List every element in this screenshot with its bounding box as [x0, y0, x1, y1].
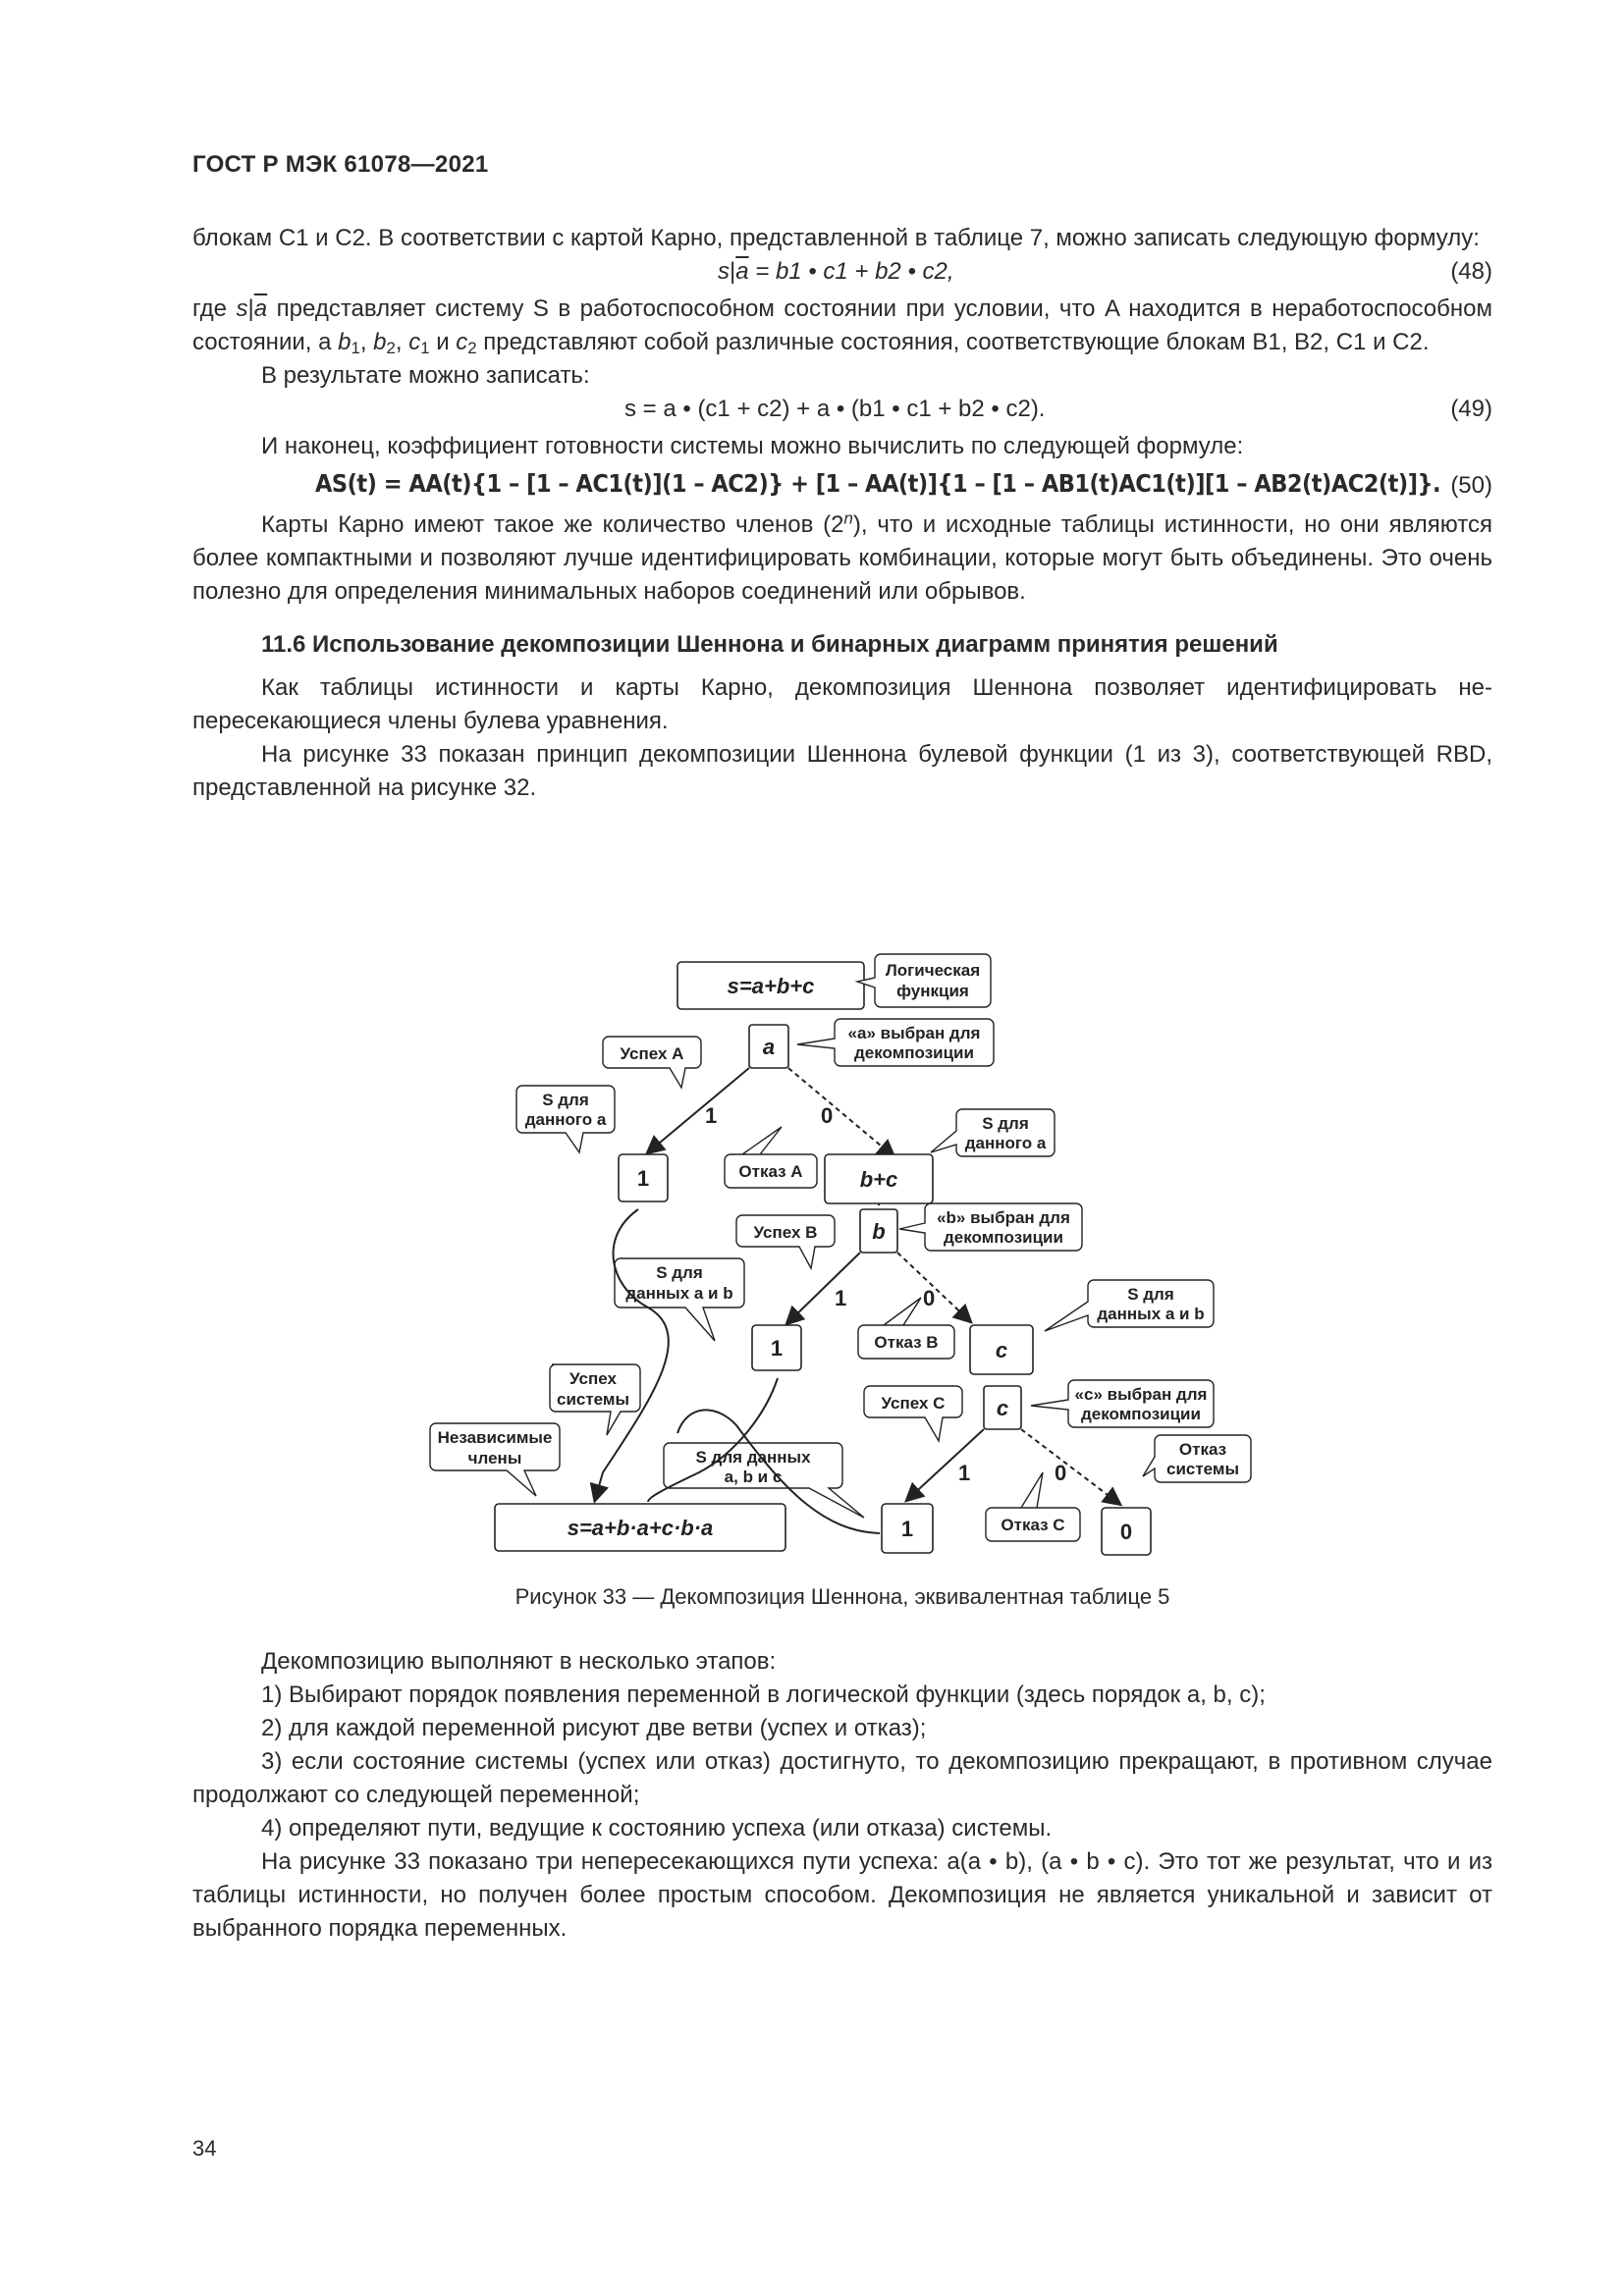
edge-b-0-label: 0 [923, 1286, 936, 1310]
paragraph-shannon: Как таблицы истинности и карты Карно, декомпозиция Шеннона позволяет идентифицировать непересекающиеся члены булева уравнения. [192, 674, 1492, 734]
para2-c1: c [408, 329, 421, 355]
fail-sys-line1: Отказ [1178, 1440, 1227, 1459]
para5-sup: n [843, 508, 853, 528]
edge-a-1-label: 1 [705, 1103, 718, 1128]
para2-sub2: 2 [386, 339, 396, 358]
equation-49 [192, 393, 1492, 430]
figure-caption: Рисунок 33 — Декомпозиция Шеннона, эквивалентная таблице 5 [514, 1584, 1170, 1609]
para2-s: s [236, 295, 248, 322]
s-given-abc-line2: a, b и c [724, 1468, 783, 1486]
result-label: s=a+b·a+c·b·a [567, 1516, 714, 1540]
page-number: 34 [192, 2136, 217, 2161]
paragraph-continuation: блокам C1 и C2. В соответствии с картой Карно, представленной в таблице 7, можно записать следующую формулу: [192, 225, 1480, 251]
para2-b2: b [373, 329, 387, 355]
success-sys-line2: системы [556, 1390, 630, 1409]
independent-line1: Независимые [437, 1428, 553, 1447]
eq48-lhs: s [718, 258, 730, 285]
s-given-ab-line2: данных a и b [625, 1284, 733, 1303]
paragraph-where: где $s|\overline{a}$ представляет систему S в работоспособном состоянии при условии, что A находится в неработоспособном состоянии, а $b_1$, $b_2$, $c_1$ и $c_2$ представляют собой различные состояния, соответствующие блокам B1, B2, C1 и C2. [192, 295, 1493, 358]
success-c-label: Успех C [881, 1394, 946, 1413]
step-2: 2) для каждой переменной рисуют две ветви (успех и отказ); [261, 1715, 927, 1741]
eq49-number: (49) [1450, 396, 1492, 422]
s-given-a-line1: S для [542, 1091, 589, 1109]
para5-pre: Карты Карно имеют такое же количество членов (2 [261, 511, 844, 538]
callout-a-line2: декомпозиции [854, 1043, 974, 1062]
para2-comma2: , [395, 329, 409, 355]
callout-logic-line2: функция [896, 982, 969, 1000]
edge-c-0-label: 0 [1055, 1461, 1067, 1485]
callout-c-line2: декомпозиции [1081, 1405, 1201, 1423]
node-c-label: c [996, 1396, 1009, 1420]
eq50-text: AS(t) = AA(t){1 – [1 – AC1(t)](1 – AC2)} + [1 – AA(t)]{1 – [1 – AB1(t)AC1(t)][1 – AB2(t)AC2(t)]}. [315, 469, 1441, 498]
para2-a: $\overline{a}$ [253, 295, 268, 322]
success-b-label: Успех B [753, 1223, 818, 1242]
leaf-0-c-label: 0 [1119, 1520, 1133, 1544]
equation-50 [192, 465, 1492, 508]
paragraph-karnaugh [192, 508, 1492, 609]
root-label: s=a+b+c [727, 974, 815, 998]
node-a-label: a [762, 1035, 776, 1059]
fail-b-label: Отказ B [874, 1333, 939, 1352]
para2-c2: c [456, 329, 468, 355]
body-bottom [192, 1645, 1492, 1946]
eq48-number: (48) [1450, 258, 1492, 285]
para2-end: представляют собой различные состояния, соответствующие блокам B1, B2, C1 и C2. [476, 329, 1430, 355]
edge-a-1 [648, 1068, 749, 1152]
eq48-bar: $\overline{a}$ [735, 258, 749, 285]
document-header: ГОСТ Р МЭК 61078—2021 [192, 151, 489, 178]
node-b-label: b [872, 1219, 886, 1244]
s-given-a-line2: данного a [524, 1110, 607, 1129]
paragraph-result: В результате можно записать: [261, 362, 590, 389]
curve-success-1 [595, 1209, 669, 1500]
callout-logic-line1: Логическая [885, 961, 981, 980]
independent-line2: члены [467, 1449, 522, 1468]
callout-a-line1: «a» выбран для [847, 1024, 981, 1042]
edge-b-1 [787, 1253, 860, 1323]
step-3: 3) если состояние системы (успех или отказ) достигнуто, то декомпозицию прекращают, в противном случае продолжают со следующей переменной; [192, 1748, 1492, 1808]
leaf-1-c-label: 1 [900, 1517, 914, 1541]
paragraph-paths: На рисунке 33 показано три непересекающихся пути успеха: a(a • b), (a • b • c). Это тот же результат, что и из таблицы истинности, но получен более простым способом. Декомпозиция не является уникальной и зависит от выбранного порядка переменных. [192, 1848, 1492, 1942]
fail-a-label: Отказ A [738, 1162, 803, 1181]
s-given-ab2-line1: S для [1127, 1285, 1174, 1304]
s-given-abc-line1: S для данных [695, 1448, 811, 1467]
para2-b1: b [338, 329, 352, 355]
step-1: 1) Выбирают порядок появления переменной в логической функции (здесь порядок a, b, c); [261, 1682, 1266, 1708]
leaf-1-a-label: 1 [636, 1166, 650, 1191]
edge-b-1-label: 1 [835, 1286, 847, 1310]
callout-c-line1: «c» выбран для [1074, 1385, 1208, 1404]
callout-b-line1: «b» выбран для [937, 1208, 1070, 1227]
edge-a-0 [788, 1068, 893, 1156]
body-top [192, 222, 1492, 805]
eq50-number: (50) [1450, 472, 1492, 499]
para2-text: представляет систему S в работоспособном состоянии при условии, что A находится в неработоспособном состоянии, а [192, 295, 1493, 355]
para2-sub3: 1 [420, 339, 430, 358]
s-given-nota-line1: S для [982, 1114, 1029, 1133]
callout-b-line2: декомпозиции [944, 1228, 1063, 1247]
edge-a-0-label: 0 [821, 1103, 834, 1128]
edge-c-1-label: 1 [958, 1461, 971, 1485]
success-a-label: Успех A [620, 1044, 684, 1063]
paragraph-finally: И наконец, коэффициент готовности системы можно вычислить по следующей формуле: [261, 433, 1244, 459]
s-given-ab-line1: S для [656, 1263, 703, 1282]
eq48-rhs: = b1 • c1 + b2 • c2, [748, 258, 954, 285]
para2-sub4: 2 [467, 339, 477, 358]
node-bc-label: b+c [859, 1167, 898, 1192]
fail-sys-line2: системы [1165, 1460, 1240, 1478]
paragraph-figure-ref: На рисунке 33 показан принцип декомпозиции Шеннона булевой функции (1 из 3), соответствующей RBD, представленной на рисунке 32. [192, 741, 1492, 801]
leaf-1-b-label: 1 [770, 1336, 784, 1361]
figure-33 [412, 942, 1257, 1571]
para2-and: и [429, 329, 457, 355]
equation-48: $s|\overline{a} = b1$ • c1 + b2 • c2, (48) [192, 255, 1492, 293]
step-4: 4) определяют пути, ведущие к состоянию успеха (или отказа) системы. [261, 1815, 1053, 1842]
eq49-text: s = a • (c1 + c2) + a • (b1 • c1 + b2 • c2). [624, 396, 1046, 422]
section-heading: 11.6 Использование декомпозиции Шеннона и бинарных диаграмм принятия решений [261, 631, 1278, 658]
fail-c-label: Отказ C [1001, 1516, 1065, 1534]
para2-comma1: , [359, 329, 374, 355]
para2-start: где [192, 295, 237, 322]
node-c-box-label: c [995, 1338, 1008, 1362]
edge-c-1 [907, 1429, 984, 1500]
steps-intro: Декомпозицию выполняют в несколько этапов: [261, 1648, 777, 1675]
shannon-diagram [412, 942, 1257, 1571]
para2-sub1: 1 [351, 339, 360, 358]
s-given-nota-line2: данного a [964, 1134, 1047, 1152]
para5-post: ), что и исходные таблицы истинности, но они являются более компактными и позволяют лучше идентифицировать комбинации, которые могут быть объединены. Это очень полезно для определения минимальных наборов соединений или обрывов. [192, 511, 1492, 605]
s-given-ab2-line2: данных a и b [1097, 1305, 1205, 1323]
success-sys-line1: Успех [569, 1369, 617, 1388]
